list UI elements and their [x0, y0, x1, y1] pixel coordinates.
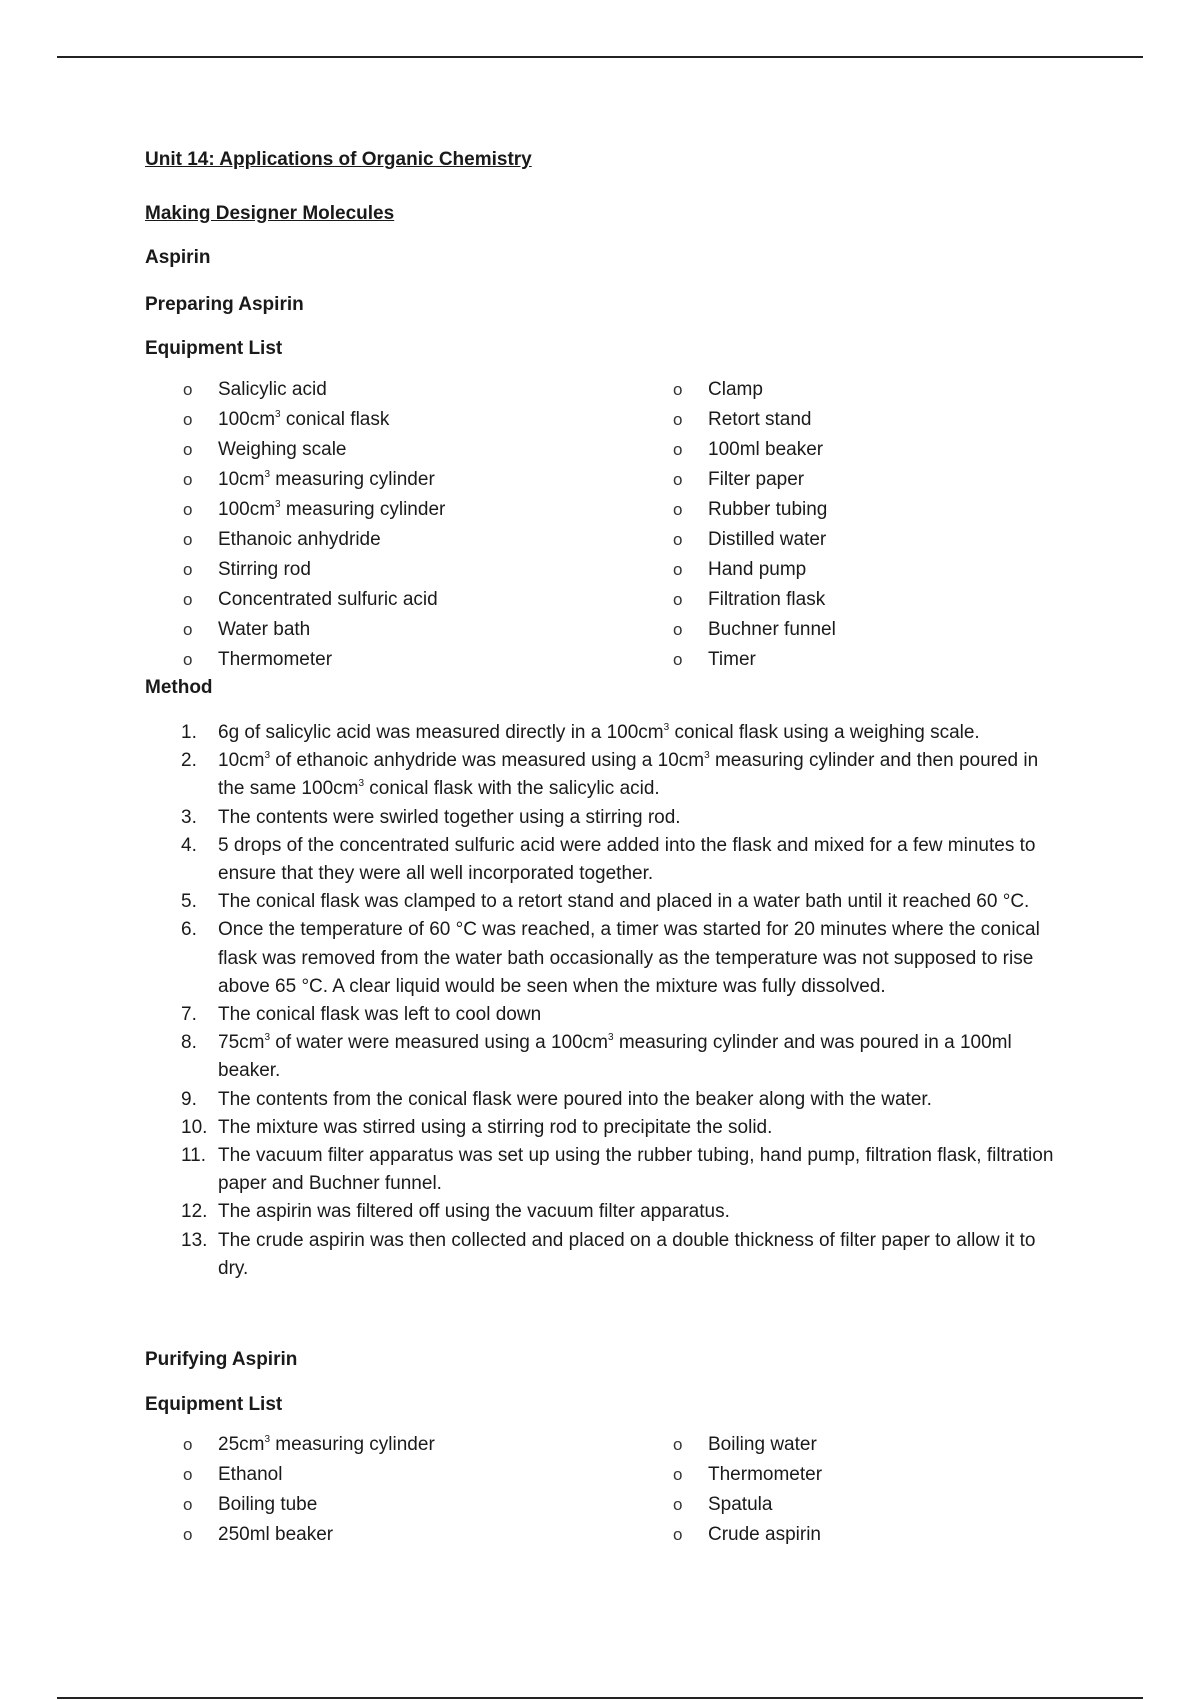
equipment-item	[183, 1460, 435, 1490]
bullet-icon: o	[183, 470, 193, 489]
method-list	[145, 719, 1065, 1283]
equipment-item-label: Filter paper	[708, 469, 805, 490]
bullet-icon: o	[673, 1435, 683, 1454]
bullet-icon: o	[183, 410, 193, 429]
preparing-heading: Preparing Aspirin	[145, 294, 304, 315]
equipment-item-label: Thermometer	[218, 649, 333, 670]
equipment-item-label: measuring cylinder	[270, 1434, 435, 1455]
step-number: 8.	[181, 1032, 197, 1054]
bullet-icon: o	[673, 380, 683, 399]
equipment-item	[673, 1490, 822, 1520]
step-number: 3.	[181, 806, 197, 828]
bullet-icon: o	[673, 440, 683, 459]
superscript: 3	[264, 1032, 271, 1044]
equipment-item-label: Water bath	[218, 619, 311, 640]
equipment-item	[673, 495, 836, 525]
bullet-icon: o	[183, 650, 193, 669]
equipment-item	[673, 585, 836, 615]
aspirin-heading: Aspirin	[145, 247, 211, 268]
method-heading: Method	[145, 677, 213, 698]
superscript: 3	[275, 409, 281, 420]
step-text: 75cm	[218, 1032, 265, 1054]
equipment-item	[673, 525, 836, 555]
superscript: 3	[704, 750, 710, 762]
superscript: 3	[264, 750, 271, 762]
bullet-icon: o	[673, 560, 683, 579]
method-step	[145, 1086, 1065, 1114]
bottom-rule	[57, 1697, 1143, 1699]
equipment-item	[673, 1520, 822, 1550]
bullet-icon: o	[183, 500, 193, 519]
bullet-icon: o	[183, 1495, 193, 1514]
method-step	[145, 804, 1065, 832]
step-text: 5 drops of the concentrated sulfuric acid were added into the flask and mixed for a few minutes to ensure that they were all well incorporated together.	[218, 834, 1036, 885]
equipment-item-label: 25cm	[218, 1434, 265, 1455]
bullet-icon: o	[183, 620, 193, 639]
equipment-item	[673, 645, 836, 675]
equipment-item-label: Crude aspirin	[708, 1524, 821, 1545]
equipment-item-label: Spatula	[708, 1494, 773, 1515]
equipment-item-label: measuring cylinder	[280, 499, 446, 520]
step-number: 6.	[181, 919, 197, 941]
step-text: conical flask with the salicylic acid.	[364, 778, 660, 800]
equipment-item-label: measuring cylinder	[270, 469, 435, 490]
step-text: 10cm	[218, 750, 265, 772]
step-number: 2.	[181, 750, 197, 772]
top-rule	[57, 56, 1143, 58]
equipment-item	[183, 1490, 435, 1520]
step-text: of ethanoic anhydride was measured using a 10cm	[270, 750, 705, 772]
equipment-item	[183, 525, 445, 555]
method-step	[145, 832, 1065, 888]
equipment-item-label: Clamp	[708, 379, 763, 400]
equipment-item-label: conical flask	[280, 409, 390, 430]
step-number: 13.	[181, 1229, 208, 1251]
step-number: 11.	[181, 1145, 207, 1167]
equipment-item	[183, 615, 445, 645]
unit-heading: Unit 14: Applications of Organic Chemistry	[145, 149, 532, 170]
step-number: 7.	[181, 1004, 197, 1026]
equipment-item-label: 100cm	[218, 409, 276, 430]
equipment-item	[183, 1430, 435, 1460]
superscript: 3	[264, 469, 271, 480]
equipment-item	[673, 465, 836, 495]
step-number: 10.	[181, 1116, 208, 1138]
equipment-item-label: Ethanoic anhydride	[218, 529, 381, 550]
bullet-icon: o	[183, 440, 193, 459]
method-step	[145, 916, 1065, 1001]
step-text: conical flask using a weighing scale.	[669, 722, 980, 743]
equipment-heading-1: Equipment List	[145, 338, 283, 359]
equipment-list-1-left	[183, 375, 445, 675]
equipment-item-label: Buchner funnel	[708, 619, 836, 640]
equipment-item-label: Distilled water	[708, 529, 827, 550]
method-step	[145, 888, 1065, 916]
step-text: The aspirin was filtered off using the vacuum filter apparatus.	[218, 1201, 730, 1223]
equipment-item-label: Rubber tubing	[708, 499, 828, 520]
equipment-item-label: 10cm	[218, 469, 265, 490]
bullet-icon: o	[673, 470, 683, 489]
step-text: measuring cylinder and was poured in a 100ml beaker.	[218, 1032, 1012, 1082]
equipment-item	[183, 1520, 435, 1550]
step-text: The vacuum filter apparatus was set up using the rubber tubing, hand pump, filtration flask, filtration paper and Buchner funnel.	[218, 1145, 1054, 1195]
bullet-icon: o	[183, 590, 193, 609]
bullet-icon: o	[673, 1525, 683, 1544]
method-step	[145, 747, 1065, 803]
method-step	[145, 1001, 1065, 1029]
designer-heading: Making Designer Molecules	[145, 203, 395, 224]
bullet-icon: o	[673, 530, 683, 549]
equipment-item	[673, 375, 836, 405]
equipment-item-label: Boiling tube	[218, 1494, 318, 1515]
equipment-item	[673, 555, 836, 585]
superscript: 3	[607, 1032, 614, 1044]
equipment-item-label: Salicylic acid	[218, 379, 327, 400]
step-text: The crude aspirin was then collected and placed on a double thickness of filter paper to allow it to dry.	[218, 1229, 1036, 1279]
equipment-item	[183, 375, 445, 405]
step-text: measuring cylinder and then poured in the same 100cm	[218, 750, 1039, 800]
equipment-item	[183, 435, 445, 465]
step-text: The contents from the conical flask were poured into the beaker along with the water.	[218, 1088, 932, 1110]
step-text: The conical flask was left to cool down	[218, 1004, 542, 1026]
equipment-item	[183, 555, 445, 585]
bullet-icon: o	[673, 650, 683, 669]
equipment-item-label: Filtration flask	[708, 589, 826, 610]
method-step	[145, 1029, 1065, 1085]
step-number: 12.	[181, 1201, 208, 1223]
equipment-item-label: Weighing scale	[218, 439, 347, 460]
bullet-icon: o	[183, 1435, 193, 1454]
equipment-item	[183, 495, 445, 525]
equipment-item	[673, 1460, 822, 1490]
equipment-item-label: 100cm	[218, 499, 276, 520]
equipment-item	[183, 465, 445, 495]
equipment-item-label: 100ml beaker	[708, 439, 824, 460]
equipment-heading-2: Equipment List	[145, 1394, 283, 1415]
step-number: 9.	[181, 1088, 197, 1110]
equipment-item-label: Hand pump	[708, 559, 807, 580]
superscript: 3	[264, 1434, 271, 1445]
method-step	[145, 1114, 1065, 1142]
step-text: Once the temperature of 60 °C was reached, a timer was started for 20 minutes where the conical flask was removed from the water bath occasionally as the temperature was not supposed to rise above 65 °C. A clear liquid would be seen when the mixture was fully dissolved.	[218, 919, 1040, 997]
equipment-item-label: Boiling water	[708, 1434, 817, 1455]
equipment-list-1-right	[673, 375, 836, 675]
equipment-item-label: Concentrated sulfuric acid	[218, 589, 438, 610]
bullet-icon: o	[183, 1525, 193, 1544]
bullet-icon: o	[183, 380, 193, 399]
equipment-item-label: Timer	[708, 649, 756, 670]
method-step	[145, 1198, 1065, 1226]
bullet-icon: o	[183, 560, 193, 579]
equipment-item-label: Thermometer	[708, 1464, 823, 1485]
method-step	[145, 1227, 1065, 1283]
bullet-icon: o	[183, 1465, 193, 1484]
equipment-item	[183, 405, 445, 435]
method-step	[145, 1142, 1065, 1198]
purifying-heading: Purifying Aspirin	[145, 1349, 298, 1370]
superscript: 3	[358, 778, 365, 790]
equipment-item	[673, 435, 836, 465]
step-number: 1.	[181, 722, 197, 743]
bullet-icon: o	[673, 410, 683, 429]
step-text: The mixture was stirred using a stirring rod to precipitate the solid.	[218, 1116, 773, 1138]
equipment-list-2-left	[183, 1430, 435, 1550]
equipment-item	[183, 585, 445, 615]
equipment-item	[673, 405, 836, 435]
step-text: The contents were swirled together using a stirring rod.	[218, 806, 681, 828]
equipment-item-label: Retort stand	[708, 409, 812, 430]
superscript: 3	[663, 722, 670, 733]
superscript: 3	[275, 499, 281, 510]
bullet-icon: o	[673, 620, 683, 639]
bullet-icon: o	[673, 500, 683, 519]
equipment-item	[183, 645, 445, 675]
equipment-item	[673, 615, 836, 645]
equipment-item	[673, 1430, 822, 1460]
equipment-item-label: 250ml beaker	[218, 1524, 334, 1545]
equipment-list-2-right	[673, 1430, 822, 1550]
step-number: 4.	[181, 834, 197, 856]
equipment-item-label: Stirring rod	[218, 559, 311, 580]
bullet-icon: o	[673, 590, 683, 609]
bullet-icon: o	[673, 1495, 683, 1514]
step-number: 5.	[181, 891, 197, 913]
step-text: 6g of salicylic acid was measured directly in a 100cm	[218, 722, 664, 743]
method-step	[145, 719, 1065, 747]
step-text: of water were measured using a 100cm	[270, 1032, 608, 1054]
equipment-item-label: Ethanol	[218, 1464, 283, 1485]
step-text: The conical flask was clamped to a retort stand and placed in a water bath until it reached 60 °C.	[218, 891, 1030, 913]
bullet-icon: o	[183, 530, 193, 549]
bullet-icon: o	[673, 1465, 683, 1484]
